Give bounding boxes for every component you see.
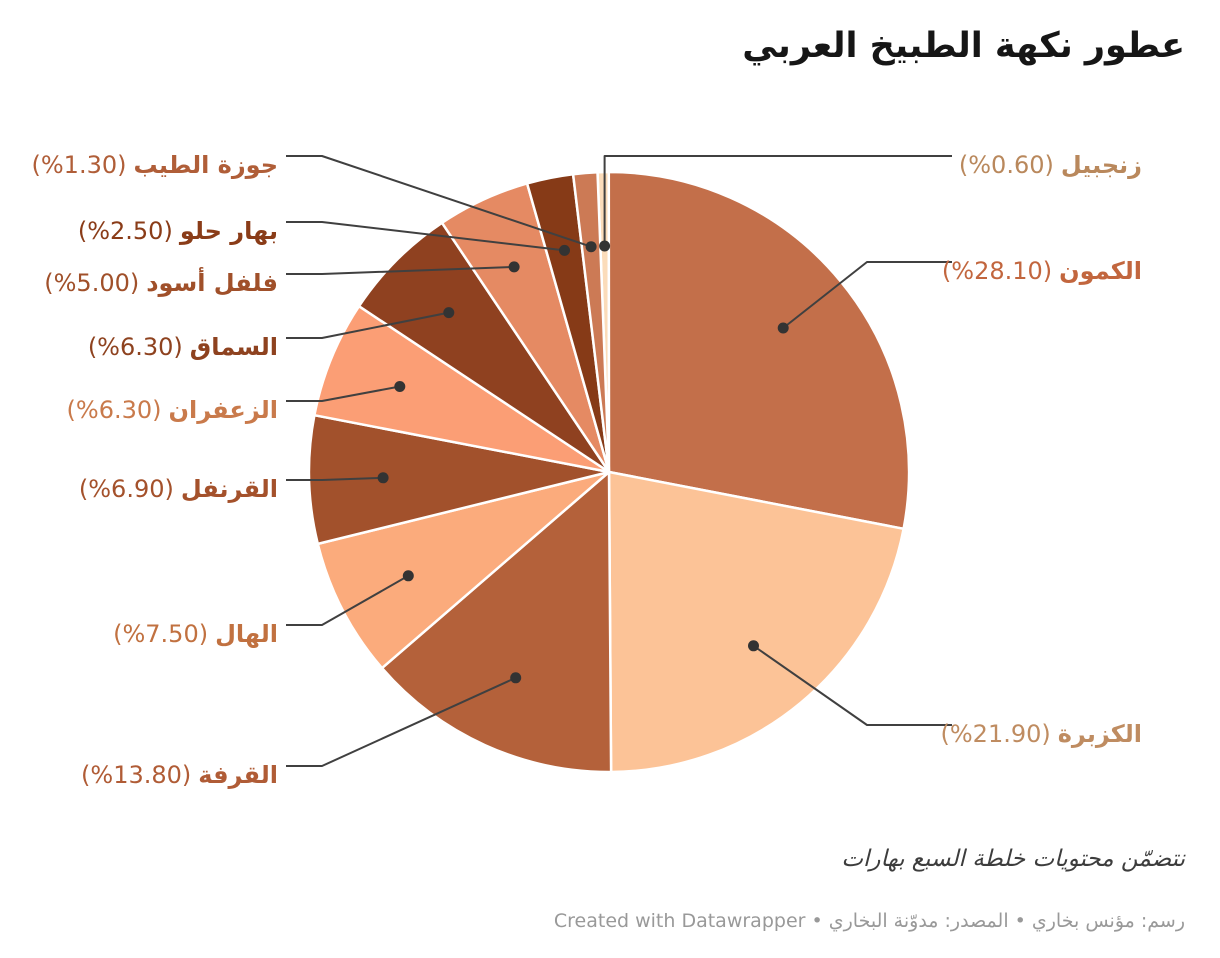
slice-dot-8 xyxy=(509,261,520,272)
slice-label-percent: (%5.00) xyxy=(44,269,140,297)
slice-label-percent: (%2.50) xyxy=(77,217,173,245)
pie-slice-1[interactable] xyxy=(609,172,909,529)
slice-label-name: السماق xyxy=(189,333,278,361)
slice-label-name: القرفة xyxy=(198,761,278,789)
slice-dot-4 xyxy=(403,570,414,581)
slice-label-name: فلفل أسود xyxy=(146,269,278,297)
slice-dot-9 xyxy=(559,245,570,256)
slice-dot-5 xyxy=(378,472,389,483)
slice-label-percent: (%6.90) xyxy=(78,475,174,503)
slice-label-name: زنجبيل xyxy=(1060,151,1142,179)
slice-label-name: الهال xyxy=(215,620,278,648)
slice-dot-10 xyxy=(586,241,597,252)
slice-label-name: الزعفران xyxy=(168,396,278,424)
slice-label-percent: (%13.80) xyxy=(81,761,192,789)
slice-label-percent: (%6.30) xyxy=(87,333,183,361)
slice-label-name: الكزبرة xyxy=(1057,720,1142,748)
slice-label-percent: (%28.10) xyxy=(941,257,1053,285)
slice-label-name: جوزة الطيب xyxy=(133,151,278,179)
slice-label-name: القرنفل xyxy=(180,475,278,503)
slice-label-percent: (%21.90) xyxy=(940,720,1051,748)
slice-label-percent: (%6.30) xyxy=(66,396,162,424)
slice-label-percent: (%7.50) xyxy=(113,620,209,648)
chart-byline: رسم: مؤنس بخاري • المصدر: مدوّنة البخاري • Created with Datawrapper xyxy=(553,910,1185,932)
chart-notes: نتضمّن محتويات خلطة السبع بهارات xyxy=(841,846,1185,872)
slice-label-percent: (%0.60) xyxy=(958,151,1054,179)
slice-dot-0 xyxy=(599,241,610,252)
slice-dot-1 xyxy=(778,323,789,334)
slice-dot-3 xyxy=(510,672,521,683)
slice-label-name: الكمون xyxy=(1059,257,1142,285)
slice-label-name: بهار حلو xyxy=(179,217,278,245)
chart-title: عطور نكهة الطبيخ العربي xyxy=(742,26,1185,66)
slice-label-percent: (%1.30) xyxy=(31,151,127,179)
slice-dot-2 xyxy=(748,640,759,651)
slice-dot-7 xyxy=(443,307,454,318)
slice-dot-6 xyxy=(394,381,405,392)
